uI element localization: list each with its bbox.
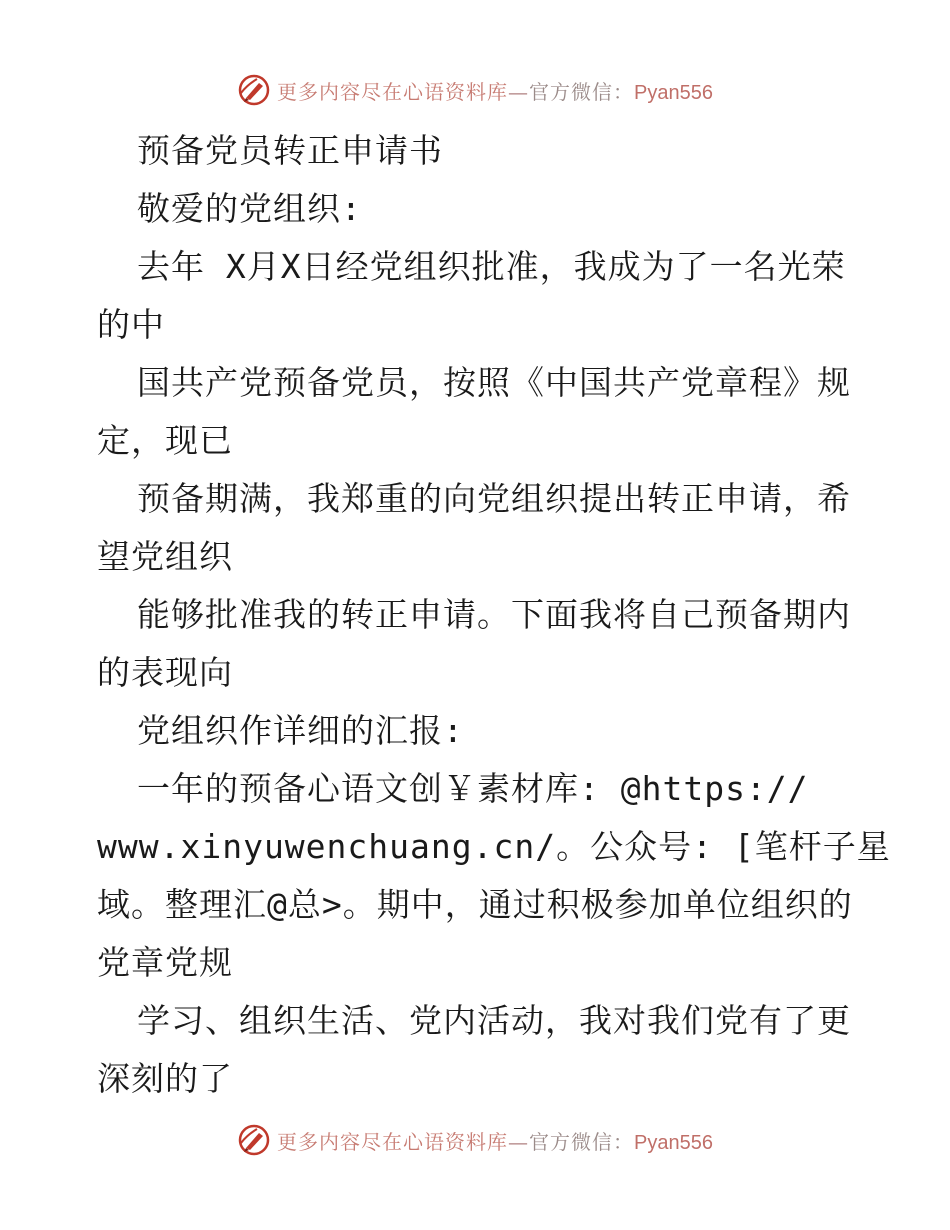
watermark-text <box>277 76 713 105</box>
document-title: 预备党员转正申请书 <box>137 131 443 170</box>
document-body <box>97 122 891 1108</box>
paragraph-line: www.xinyuwenchuang.cn/。公众号: [笔杆子星 <box>97 827 891 866</box>
watermark-dash: — <box>508 1129 530 1154</box>
paragraph-line: 去年 X月X日经党组织批准，我成为了一名光荣 <box>137 247 846 286</box>
paragraph-line: 望党组织 <box>97 537 233 576</box>
pen-in-circle-logo-icon <box>237 1123 271 1157</box>
paragraph-line: 学习、组织生活、党内活动，我对我们党有了更 <box>137 1001 851 1040</box>
footer-watermark <box>0 1120 950 1160</box>
watermark-dash: — <box>508 79 530 104</box>
watermark-wechat-label: 官方微信： <box>529 79 635 104</box>
watermark-brand: 更多内容尽在心语资料库 <box>277 1129 509 1154</box>
paragraph-line: 国共产党预备党员，按照《中国共产党章程》规 <box>137 363 851 402</box>
paragraph-line: 党组织作详细的汇报: <box>137 711 464 750</box>
paragraph-line: 定，现已 <box>97 421 233 460</box>
watermark-brand: 更多内容尽在心语资料库 <box>277 79 509 104</box>
paragraph-line: 预备期满，我郑重的向党组织提出转正申请，希 <box>137 479 851 518</box>
watermark-text <box>277 1126 713 1155</box>
paragraph-line: 域。整理汇@总>。期中，通过积极参加单位组织的 <box>97 885 853 924</box>
salutation: 敬爱的党组织: <box>137 189 362 228</box>
paragraph-line: 党章党规 <box>97 943 233 982</box>
paragraph-line: 一年的预备心语文创￥素材库: @https:// <box>137 769 809 808</box>
pen-in-circle-logo-icon <box>237 73 271 107</box>
paragraph-line: 的中 <box>97 305 165 344</box>
watermark-handle: Pyan556 <box>634 81 713 104</box>
watermark-wechat-label: 官方微信： <box>529 1129 635 1154</box>
paragraph-line: 的表现向 <box>97 653 233 692</box>
paragraph-line: 深刻的了 <box>97 1059 233 1098</box>
paragraph-line: 能够批准我的转正申请。下面我将自己预备期内 <box>137 595 851 634</box>
watermark-handle: Pyan556 <box>634 1131 713 1154</box>
header-watermark <box>0 70 950 110</box>
